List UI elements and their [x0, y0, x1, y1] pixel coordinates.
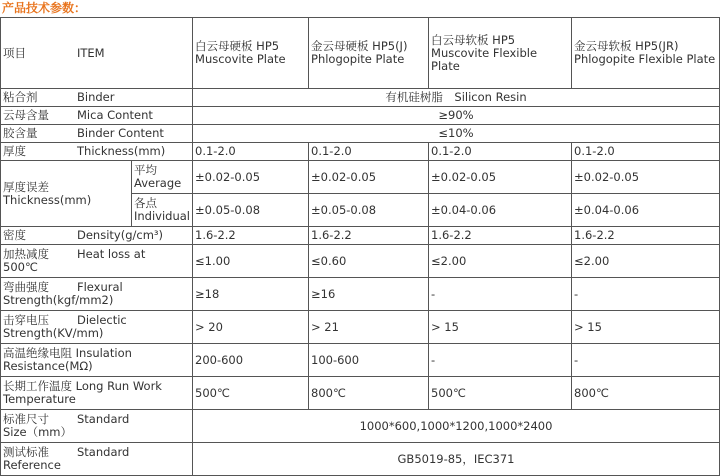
- header-item-cell: [1, 18, 193, 89]
- header-col-1: [193, 18, 309, 89]
- row-label-unit: Temperature: [3, 392, 76, 406]
- row-label-cn: 长期工作温度: [3, 379, 72, 393]
- row-label: [1, 443, 193, 476]
- table-cell: > 20: [193, 311, 309, 344]
- row-label: [1, 344, 193, 377]
- table-row: [1, 107, 720, 125]
- table-row: [1, 344, 720, 377]
- row-label-cn: 加热减度: [3, 247, 49, 261]
- header-col-1-en: Muscovite Plate: [195, 52, 286, 66]
- row-label: [1, 161, 132, 227]
- row-label-en: Standard: [77, 445, 130, 459]
- row-label-unit: Reference: [3, 458, 61, 472]
- table-cell: ±0.02-0.05: [193, 161, 309, 194]
- table-cell: 0.1-2.0: [309, 143, 429, 161]
- row-label: [1, 89, 193, 107]
- table-cell: ±0.02-0.05: [309, 161, 429, 194]
- table-cell: -: [572, 278, 720, 311]
- row-label-cn: 测试标准: [3, 445, 49, 459]
- row-label-cn: 云母含量: [3, 108, 49, 122]
- row-label-en: Mica Content: [77, 108, 153, 122]
- table-cell: 100-600: [309, 344, 429, 377]
- header-col-4-cn: 金云母软板 HP5(JR): [574, 39, 679, 53]
- row-label-cn: 密度: [3, 228, 26, 242]
- row-label-cn: 粘合剂: [3, 90, 38, 104]
- row-label-unit: Size（mm）: [3, 425, 73, 439]
- table-cell: 0.1-2.0: [429, 143, 572, 161]
- header-col-3-en: Muscovite Flexible Plate: [431, 45, 538, 73]
- binder-content-value: ≤10%: [193, 125, 720, 143]
- row-label-cn: 弯曲强度: [3, 280, 49, 294]
- table-row: [1, 245, 720, 278]
- row-label-en: Standard: [77, 412, 130, 426]
- table-cell: 500℃: [193, 377, 309, 410]
- row-label: [1, 143, 193, 161]
- header-col-1-cn: 白云母硬板 HP5: [195, 39, 280, 53]
- row-label-unit: Strength(kgf/mm2): [3, 293, 114, 307]
- row-label-cn: 高温绝缘电阻: [3, 346, 72, 360]
- row-label-en: Insulation: [75, 346, 132, 360]
- table-cell: 800℃: [309, 377, 429, 410]
- header-col-2-cn: 金云母硬板 HP5(J): [311, 39, 408, 53]
- table-row: [1, 143, 720, 161]
- row-label: [1, 311, 193, 344]
- row-label-cn: 胶含量: [3, 126, 38, 140]
- row-label-cn: 标准尺寸: [3, 412, 49, 426]
- row-label-en: Thickness(mm): [77, 144, 166, 158]
- row-label-unit: Strength(KV/mm): [3, 326, 104, 340]
- header-item-en: ITEM: [77, 45, 105, 60]
- table-cell: 0.1-2.0: [193, 143, 309, 161]
- table-cell: ±0.05-0.08: [309, 194, 429, 227]
- header-col-4: [572, 18, 720, 89]
- sub-label-en: Individual: [134, 209, 191, 223]
- table-row: [1, 227, 720, 245]
- table-cell: ±0.05-0.08: [193, 194, 309, 227]
- table-cell: 1.6-2.2: [193, 227, 309, 245]
- row-label: [1, 278, 193, 311]
- table-row: [1, 278, 720, 311]
- table-cell: ≥18: [193, 278, 309, 311]
- table-cell: 1.6-2.2: [309, 227, 429, 245]
- table-cell: -: [572, 344, 720, 377]
- row-label-unit: Resistance(MΩ): [3, 359, 93, 373]
- table-row: [1, 443, 720, 476]
- table-row: [1, 89, 720, 107]
- row-label-en: Dielectic: [77, 313, 127, 327]
- header-col-2: [309, 18, 429, 89]
- table-cell: ≤0.60: [309, 245, 429, 278]
- header-col-3-cn: 白云母软板 HP5: [431, 32, 516, 47]
- table-cell: ≤1.00: [193, 245, 309, 278]
- table-cell: 1.6-2.2: [429, 227, 572, 245]
- sub-label-en: Average: [134, 176, 182, 190]
- row-label-cn: 击穿电压: [3, 313, 49, 327]
- sub-label-cn: 平均: [134, 163, 157, 177]
- table-cell: ±0.04-0.06: [572, 194, 720, 227]
- table-cell: ≥16: [309, 278, 429, 311]
- row-label-cn: 厚度误差: [3, 179, 49, 194]
- row-label: [1, 227, 193, 245]
- row-label: [1, 245, 193, 278]
- header-col-2-en: Phlogopite Plate: [311, 52, 405, 66]
- standard-size-value: 1000*600,1000*1200,1000*2400: [193, 410, 720, 443]
- sub-label-cn: 各点: [134, 196, 157, 210]
- row-label: [1, 410, 193, 443]
- table-cell: 800℃: [572, 377, 720, 410]
- table-cell: -: [429, 278, 572, 311]
- header-row: [1, 18, 720, 89]
- header-col-4-en: Phlogopite Flexible Plate: [574, 52, 716, 66]
- test-standard-value: GB5019-85，IEC371: [193, 443, 720, 476]
- row-label-en: Thickness(mm): [3, 192, 92, 207]
- table-cell: > 21: [309, 311, 429, 344]
- row-label-en: Density(g/cm³): [77, 228, 164, 242]
- table-cell: ±0.04-0.06: [429, 194, 572, 227]
- row-label-unit: 500℃: [3, 260, 38, 274]
- row-label-en: Binder: [77, 90, 115, 104]
- table-cell: > 15: [572, 311, 720, 344]
- sub-label-individual: [132, 194, 193, 227]
- table-row: [1, 125, 720, 143]
- table-row: [1, 410, 720, 443]
- mica-content-value: ≥90%: [193, 107, 720, 125]
- row-label: [1, 125, 193, 143]
- page-title: 产品技术参数：: [2, 1, 87, 15]
- table-cell: ≤2.00: [572, 245, 720, 278]
- table-cell: 200-600: [193, 344, 309, 377]
- table-cell: 500℃: [429, 377, 572, 410]
- row-label-cn: 厚度: [3, 144, 26, 158]
- table-row: [1, 377, 720, 410]
- header-item-cn: 项目: [3, 45, 26, 60]
- row-label-en: Heat loss at: [77, 247, 146, 261]
- sub-label-average: [132, 161, 193, 194]
- table-cell: 1.6-2.2: [572, 227, 720, 245]
- table-cell: 0.1-2.0: [572, 143, 720, 161]
- row-label-en: Binder Content: [77, 126, 164, 140]
- binder-value: 有机硅树脂 Silicon Resin: [193, 89, 720, 107]
- table-cell: ±0.02-0.05: [572, 161, 720, 194]
- table-row: [1, 161, 720, 194]
- row-label: [1, 107, 193, 125]
- row-label-en: Long Run Work: [75, 379, 162, 393]
- spec-table: [0, 17, 720, 476]
- row-label-en: Flexural: [77, 280, 123, 294]
- row-label: [1, 377, 193, 410]
- table-cell: > 15: [429, 311, 572, 344]
- table-row: [1, 311, 720, 344]
- table-cell: -: [429, 344, 572, 377]
- table-cell: ≤2.00: [429, 245, 572, 278]
- header-col-3: [429, 18, 572, 89]
- table-cell: ±0.02-0.05: [429, 161, 572, 194]
